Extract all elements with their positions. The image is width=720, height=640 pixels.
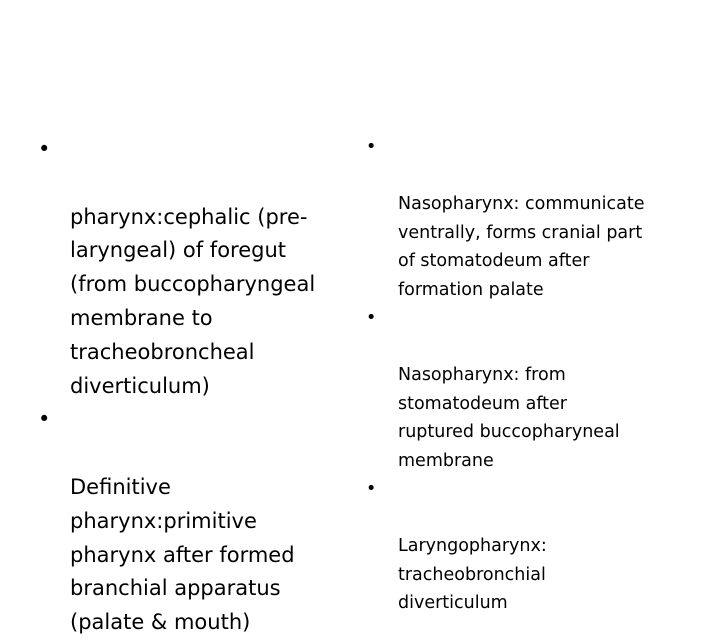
right-list-item bbox=[352, 304, 692, 475]
bullet-icon: • bbox=[38, 137, 51, 161]
right-list-item bbox=[352, 133, 692, 304]
list-item-text: Nasopharynx: communicate ventrally, forms cranial part of stomatodeum after formation palate bbox=[398, 194, 645, 300]
bullet-icon: • bbox=[366, 137, 377, 157]
left-list-item bbox=[32, 133, 342, 403]
list-item-text: Nasopharynx: from stomatodeum after ruptured buccopharyneal membrane bbox=[398, 365, 620, 471]
list-item-text: Laryngopharynx: tracheobronchial diverticulum bbox=[398, 536, 547, 613]
right-bullet-list bbox=[352, 133, 692, 618]
bullet-icon: • bbox=[366, 479, 377, 499]
left-list-item bbox=[32, 403, 342, 640]
list-item-text: Definitive pharynx:primitive pharynx after formed branchial apparatus (palate & mouth) bbox=[70, 474, 295, 635]
bullet-icon: • bbox=[38, 407, 51, 432]
right-list-item bbox=[352, 475, 692, 618]
list-item-text: pharynx:cephalic (pre- laryngeal) of foregut (from buccopharyngeal membrane to tracheobroncheal diverticulum) bbox=[70, 204, 316, 398]
left-bullet-list bbox=[32, 133, 342, 640]
bullet-icon: • bbox=[366, 308, 377, 328]
